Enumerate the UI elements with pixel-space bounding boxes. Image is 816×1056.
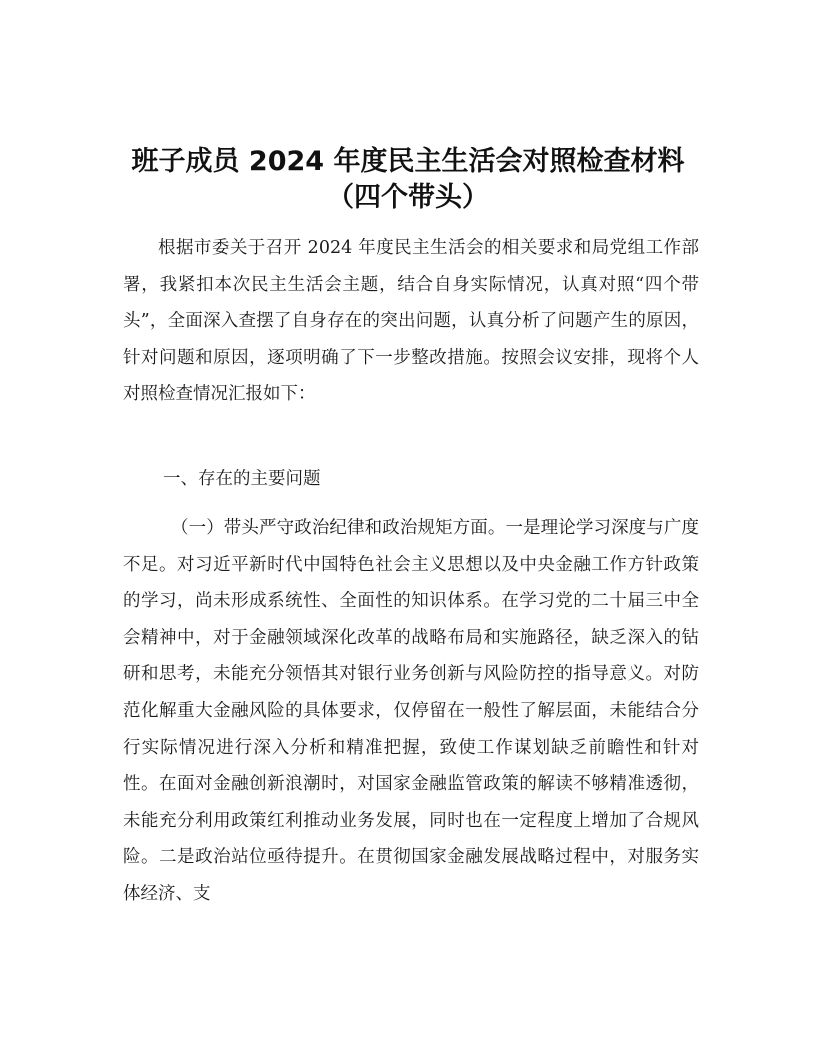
document-title: 班子成员 2024 年度民主生活会对照检查材料 [131,146,685,177]
subsection-paragraph: （一）带头严守政治纪律和政治规矩方面。一是理论学习深度与广度不足。对习近平新时代中国特色社会主义思想以及中央金融工作方针政策的学习，尚未形成系统性、全面性的知识体系。在学习党的二十届三中全会精神中，对于金融领域深化改革的战略布局和实施路径，缺乏深入的钻研和思考，未能充分领悟其对银行业务创新与风险防控的指导意义。对防范化解重大金融风险的具体要求，仅停留在一般性了解层面，未能结合分行实际情况进行深入分析和精准把握，致使工作谋划缺乏前瞻性和针对性。在面对金融创新浪潮时，对国家金融监管政策的解读不够精准透彻，未能充分利用政策红利推动业务发展，同时也在一定程度上增加了合规风险。二是政治站位亟待提升。在贯彻国家金融发展战略过程中，对服务实体经济、支 [123,518,699,904]
document-subtitle: （四个带头） [327,182,489,213]
section-heading: 一、存在的主要问题 [163,469,321,489]
intro-paragraph: 根据市委关于召开 2024 年度民主生活会的相关要求和局党组工作部署，我紧扣本次民主生活会主题，结合自身实际情况，认真对照“四个带头”，全面深入查摆了自身存在的突出问题，认真分析了问题产生的原因，针对问题和原因，逐项明确了下一步整改措施。按照会议安排，现将个人对照检查情况汇报如下： [123,238,699,405]
